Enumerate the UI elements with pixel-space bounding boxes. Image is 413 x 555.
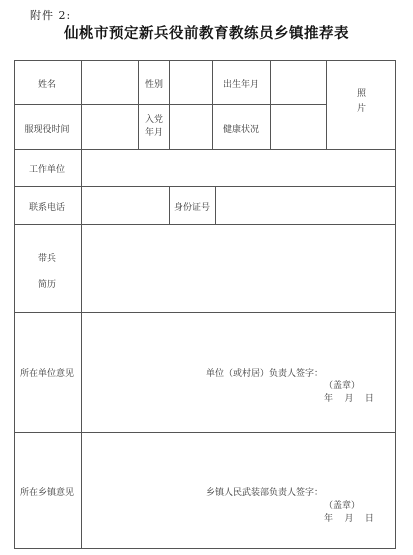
recommendation-form	[14, 60, 396, 549]
service-time-label: 服现役时间	[24, 125, 70, 135]
town-date-label: 年 月 日	[324, 514, 374, 524]
unit-opinion-label: 所在单位意见	[19, 369, 75, 379]
phone-label: 联系电话	[28, 203, 66, 213]
id-number-label: 身份证号	[173, 203, 211, 213]
annex-label: 附件 2:	[30, 9, 72, 22]
health-label: 健康状况	[222, 125, 260, 135]
name-label: 姓名	[37, 80, 57, 90]
work-unit-label: 工作单位	[28, 165, 66, 175]
town-seal-label: （盖章）	[324, 501, 361, 511]
party-date-label: 入党 年月	[144, 115, 164, 138]
unit-signature-label: 单位（或村居）负责人签字：	[206, 369, 324, 379]
form-title: 仙桃市预定新兵役前教育教练员乡镇推荐表	[64, 25, 349, 42]
unit-seal-label: （盖章）	[324, 381, 361, 391]
history-label: 带兵 简历	[37, 254, 57, 290]
town-signature-label: 乡镇人民武装部负责人签字：	[206, 488, 324, 498]
unit-date-label: 年 月 日	[324, 394, 374, 404]
birth-label: 出生年月	[222, 80, 260, 90]
gender-label: 性别	[144, 80, 164, 90]
photo-label: 照片	[355, 88, 365, 118]
town-opinion-label: 所在乡镇意见	[19, 488, 75, 498]
